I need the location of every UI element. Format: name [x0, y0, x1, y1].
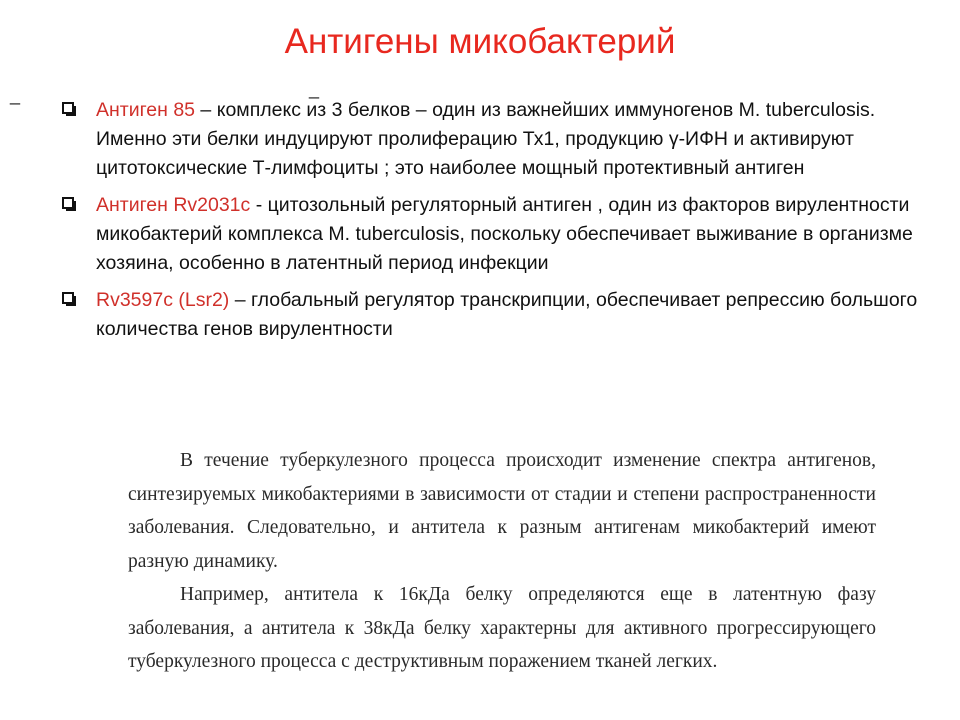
bullet-highlight: Антиген Rv2031c	[96, 194, 251, 216]
bullet-highlight: Антиген 85	[96, 99, 196, 121]
scan-paragraph: В течение туберкулезного процесса происходит изменение спектра антигенов, синтезируемых микобактериями в зависимости от стадии и степени распространенности заболевания. Следовательно, и антитела к разным антигенам микобактерий имеют разную динамику.	[128, 450, 876, 572]
stray-mark: _	[10, 85, 21, 105]
checkbox-bullet-icon	[62, 102, 74, 114]
scanned-text-excerpt	[128, 444, 876, 679]
stray-mark: _	[309, 79, 320, 99]
slide-title: Антигены микобактерий	[284, 22, 676, 61]
bullet-text: – глобальный регулятор транскрипции, обеспечивает репрессию большого количества генов вирулентности	[96, 289, 918, 340]
bullet-highlight: Rv3597c (Lsr2)	[96, 289, 230, 311]
list-item-rv3597c	[60, 286, 930, 344]
antigen-list	[60, 96, 930, 352]
bullet-text: – комплекс из 3 белков – один из важнейших иммуногенов M. tuberculosis. Именно эти белки индуцируют пролиферацию Тх1, продукцию γ-ИФН и активируют цитотоксические Т-лимфоциты ; это наиболее мощный протективный антиген	[96, 99, 876, 179]
checkbox-bullet-icon	[62, 197, 74, 209]
scan-paragraph: Например, антитела к 16кДа белку определяются еще в латентную фазу заболевания, а антитела к 38кДа белку характерны для активного прогрессирующего туберкулезного процесса с деструктивным поражением тканей легких.	[128, 584, 876, 672]
bullet-text: - цитозольный регуляторный антиген , один из факторов вирулентности микобактерий комплекса M. tuberculosis, поскольку обеспечивает выживание в организме хозяина, особенно в латентный период инфекции	[96, 194, 913, 274]
checkbox-bullet-icon	[62, 292, 74, 304]
list-item-antigen-85	[60, 96, 930, 183]
list-item-antigen-rv2031c	[60, 191, 930, 278]
